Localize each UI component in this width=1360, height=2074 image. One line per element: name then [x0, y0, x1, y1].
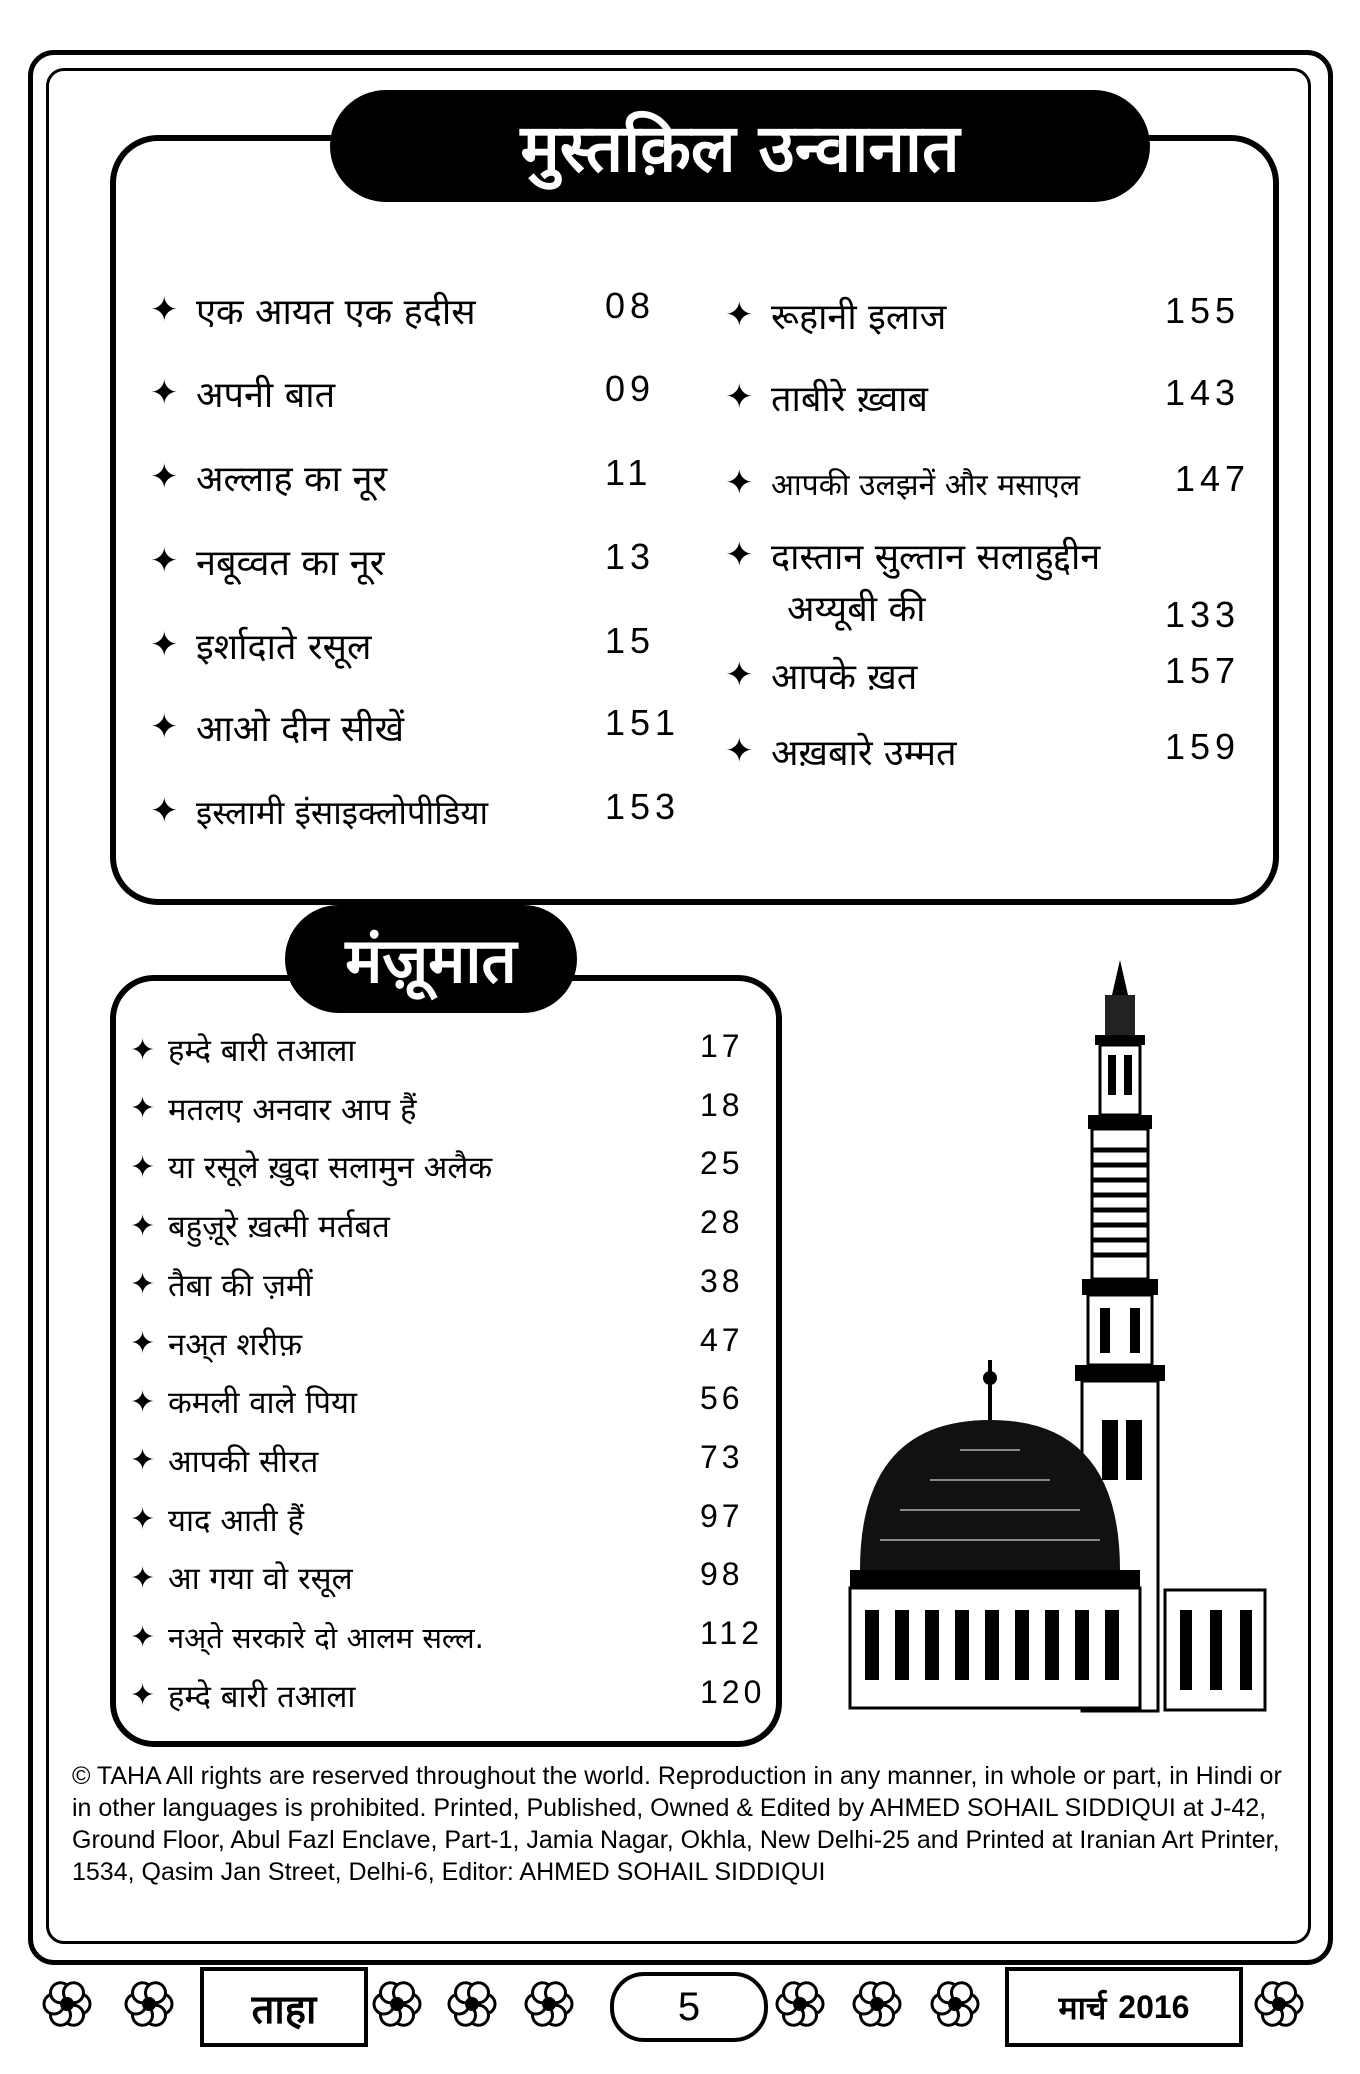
toc-entry [725, 726, 1255, 776]
toc-entry-title: आ गया वो रसूल [168, 1561, 353, 1598]
toc-entry-page: 25 [700, 1145, 744, 1182]
toc-entry-title: नअ्ते सरकारे दो आलम सल्ल. [168, 1620, 484, 1655]
poem-entry [130, 1204, 770, 1248]
toc-entry-page: 08 [605, 285, 656, 326]
footer-page-number: 5 [610, 1972, 768, 2042]
flower-icon [122, 1977, 176, 2031]
bullet-icon: ✦ [725, 377, 754, 417]
toc-entry-page: 120 [700, 1673, 766, 1710]
bullet-icon: ✦ [130, 1149, 156, 1185]
poem-entry [130, 1556, 770, 1600]
toc-entry-title: आपके ख़त [771, 656, 918, 698]
bullet-icon: ✦ [150, 707, 179, 747]
bullet-icon: ✦ [130, 1443, 156, 1479]
toc-entry-title: रूहानी इलाज [771, 296, 947, 338]
bullet-icon: ✦ [150, 625, 179, 665]
bullet-icon: ✦ [130, 1208, 156, 1244]
footer-month: मार्च [1058, 1988, 1107, 2027]
flower-icon [445, 1977, 499, 2031]
poem-entry [130, 1145, 770, 1189]
toc-entry-page: 151 [605, 702, 681, 743]
toc-entry-title: एक आयत एक हदीस [196, 291, 476, 333]
toc-entry-page: 56 [700, 1380, 744, 1417]
bullet-icon: ✦ [130, 1384, 156, 1420]
bullet-icon: ✦ [725, 295, 754, 335]
bullet-icon: ✦ [130, 1678, 156, 1714]
toc-entry-page: 147 [1175, 458, 1251, 499]
toc-entry-title: अख़बारे उम्मत [771, 732, 957, 774]
bullet-icon: ✦ [725, 655, 754, 695]
toc-entry [725, 372, 1255, 422]
toc-entry-page: 157 [1165, 650, 1241, 691]
bullet-icon: ✦ [150, 457, 179, 497]
poem-entry [130, 1087, 770, 1131]
toc-entry-title: या रसूले ख़ुदा सलामुन अलैक [168, 1150, 493, 1187]
toc-entry [725, 650, 1255, 700]
toc-entry-page: 159 [1165, 726, 1241, 767]
toc-entry-page: 11 [605, 452, 653, 493]
toc-entry [150, 536, 670, 586]
toc-entry-page: 98 [700, 1556, 744, 1593]
bullet-icon: ✦ [150, 290, 179, 330]
toc-entry-title: तैबा की ज़मीं [168, 1267, 313, 1304]
bullet-icon: ✦ [725, 535, 754, 575]
toc-entry-page: 15 [605, 620, 656, 661]
flower-icon [522, 1977, 576, 2031]
flower-icon [40, 1977, 94, 2031]
poem-entry [130, 1263, 770, 1307]
mosque-illustration [820, 950, 1270, 1730]
bullet-icon: ✦ [130, 1091, 156, 1127]
flower-icon [370, 1977, 424, 2031]
toc-entry-page: 38 [700, 1262, 744, 1299]
toc-entry-title: हम्दे बारी तआला [168, 1678, 356, 1715]
bullet-icon: ✦ [130, 1502, 156, 1538]
toc-entry-page: 09 [605, 368, 656, 409]
flower-icon [1252, 1977, 1306, 2031]
toc-entry-title: आओ दीन सीखें [196, 708, 405, 750]
footer-issue-date [1005, 1967, 1243, 2047]
bullet-icon: ✦ [130, 1032, 156, 1068]
footer-year: 2016 [1118, 1988, 1190, 2025]
flower-icon [928, 1977, 982, 2031]
toc-entry-page: 18 [700, 1086, 744, 1123]
flower-icon [850, 1977, 904, 2031]
toc-entry-page: 13 [605, 536, 656, 577]
toc-entry [150, 620, 670, 670]
toc-entry-title: अपनी बात [196, 374, 336, 416]
copyright-notice: © TAHA All rights are reserved throughout the world. Reproduction in any manner, in whole or part, in Hindi or in other languages is prohibited. Printed, Published, Owned & Edited by AHMED SOHAIL SIDDIQUI at J-42, Ground Floor, Abul Fazl Enclave, Part-1, Jamia Nagar, Okhla, New Delhi-25 and Printed at Iranian Art Printer, 1534, Qasim Jan Street, Delhi-6, Editor: AHMED SOHAIL SIDDIQUI [72, 1762, 1282, 1886]
poem-entry [130, 1615, 770, 1659]
toc-entry-title: नअ्त शरीफ़ [168, 1326, 303, 1363]
bullet-icon: ✦ [725, 731, 754, 771]
toc-entry-page: 112 [700, 1615, 764, 1651]
poem-entry [130, 1380, 770, 1424]
poem-entry [130, 1322, 770, 1366]
bullet-icon: ✦ [130, 1560, 156, 1596]
toc-entry-page: 17 [700, 1028, 744, 1064]
bullet-icon: ✦ [130, 1326, 156, 1361]
toc-entry-title: इस्लामी इंसाइक्लोपीडिया [196, 792, 489, 832]
toc-entry-title: नबूव्वत का नूर [196, 542, 385, 584]
poem-entry [130, 1028, 770, 1072]
toc-entry-page: 155 [1165, 290, 1241, 331]
toc-entry-page: 47 [700, 1321, 744, 1358]
flower-icon [773, 1977, 827, 2031]
toc-entry [150, 786, 681, 836]
toc-entry-title: कमली वाले पिया [168, 1385, 358, 1422]
bullet-icon: ✦ [150, 791, 179, 831]
toc-entry [150, 452, 670, 502]
toc-entry-page: 97 [700, 1497, 744, 1534]
footer-magazine-name: ताहा [200, 1967, 368, 2047]
toc-entry-title: इर्शादाते रसूल [196, 626, 372, 668]
bullet-icon: ✦ [130, 1619, 156, 1655]
toc-entry-page: 143 [1165, 372, 1241, 413]
toc-entry-title: मतलए अनवार आप हैं [168, 1091, 417, 1128]
regular-columns-title: मुस्तक़िल उन्वानात [330, 90, 1150, 202]
bullet-icon: ✦ [150, 373, 179, 413]
poem-entry [130, 1439, 770, 1483]
toc-entry [725, 458, 1255, 508]
bullet-icon: ✦ [130, 1267, 156, 1303]
toc-entry-title-continued: अय्यूबी की [787, 588, 926, 630]
toc-entry-page: 153 [605, 786, 681, 827]
toc-entry [150, 285, 670, 335]
toc-entry-title: हम्दे बारी तआला [168, 1033, 356, 1069]
poem-entry [130, 1674, 770, 1718]
toc-entry-title: याद आती हैं [168, 1502, 305, 1539]
toc-entry [150, 368, 670, 418]
toc-entry-title: आपकी सीरत [168, 1443, 319, 1480]
bullet-icon: ✦ [725, 463, 754, 503]
poem-entry [130, 1498, 770, 1542]
toc-entry-title: दास्तान सुल्तान सलाहुद्दीन [771, 536, 1101, 578]
toc-entry-title: बहुज़ूरे ख़त्मी मर्तबत [168, 1209, 390, 1246]
toc-entry-page: 133 [1165, 594, 1241, 635]
toc-entry-title: ताबीरे ख़्वाब [771, 378, 928, 420]
toc-entry-title: अल्लाह का नूर [196, 458, 388, 500]
toc-entry-page: 73 [700, 1438, 744, 1475]
toc-entry [150, 702, 681, 752]
poems-title: मंज़ूमात [285, 905, 577, 1013]
bullet-icon: ✦ [150, 541, 179, 581]
toc-entry [725, 290, 1255, 340]
toc-entry-title: आपकी उलझनें और मसाएल [771, 467, 1081, 503]
toc-entry-page: 28 [700, 1204, 744, 1241]
